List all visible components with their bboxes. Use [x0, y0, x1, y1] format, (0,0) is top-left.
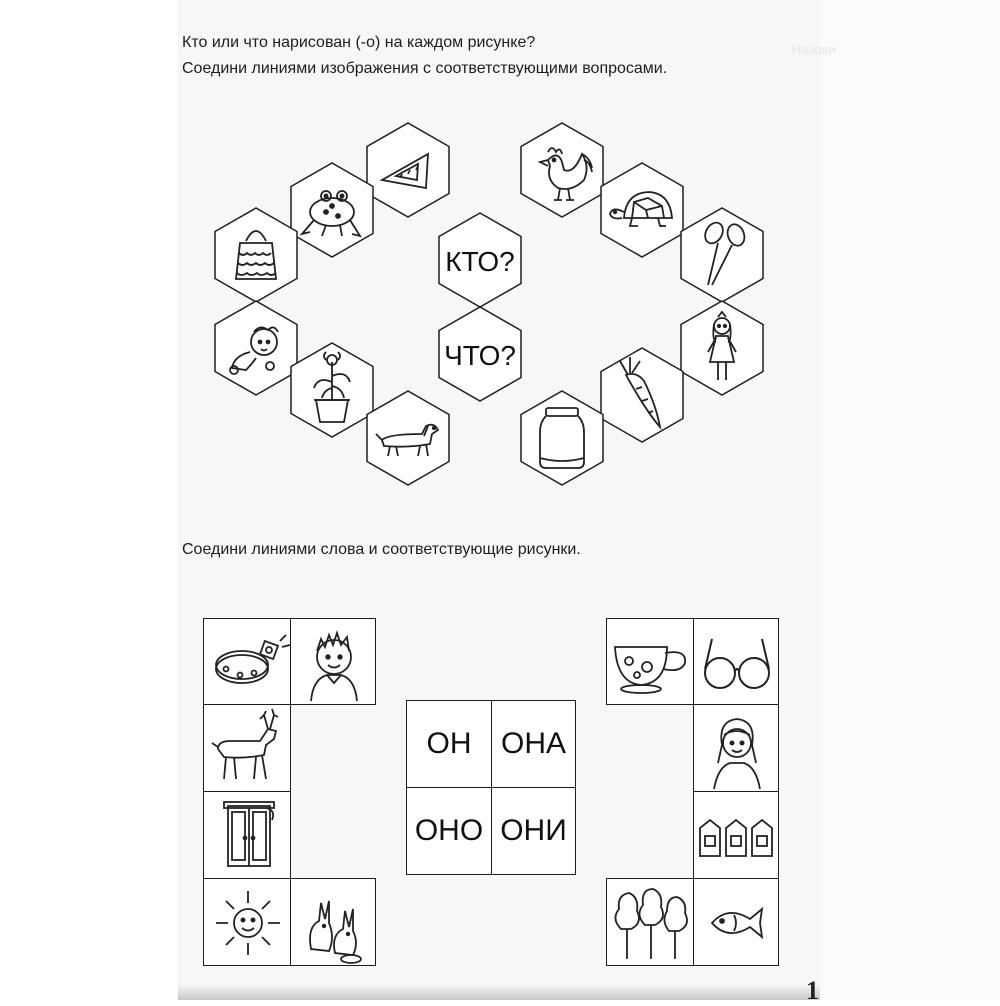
- pronoun-ona[interactable]: ОНА: [491, 700, 576, 788]
- question-what-label: ЧТО?: [444, 340, 516, 371]
- task1-instruction-line2: Соедини линиями изображения с соответствующими вопросами.: [182, 60, 668, 77]
- hares-icon: [291, 879, 377, 967]
- girl-icon: [694, 705, 780, 793]
- question-who-label: КТО?: [445, 246, 515, 277]
- teacup-icon: [607, 619, 695, 706]
- task2-instruction: Соедини линиями слова и соответствующие рисунки.: [182, 541, 581, 558]
- hex-baby[interactable]: [215, 301, 297, 395]
- pronoun-on[interactable]: ОН: [406, 700, 492, 788]
- picture-bracelet[interactable]: [203, 618, 291, 705]
- bracelet-icon: [204, 619, 292, 706]
- page-number: 1: [806, 976, 819, 1005]
- pronoun-oni[interactable]: ОНИ: [491, 787, 576, 875]
- picture-hares[interactable]: [290, 878, 376, 966]
- fish-icon: [694, 879, 780, 967]
- picture-teacup[interactable]: [606, 618, 694, 705]
- deer-icon: [204, 705, 292, 793]
- hex-triangle-ruler[interactable]: [367, 123, 449, 217]
- trees-icon: [607, 879, 695, 967]
- task1-instruction-line1: Кто или что нарисован (-о) на каждом рисунке?: [182, 34, 536, 51]
- sun-icon: [204, 879, 292, 967]
- boy-icon: [291, 619, 377, 706]
- picture-fish[interactable]: [693, 878, 779, 966]
- hex-jar[interactable]: [521, 391, 603, 485]
- picture-deer[interactable]: [203, 704, 291, 792]
- glasses-icon: [694, 619, 780, 706]
- show-through-text: Назови: [792, 42, 836, 57]
- hex-frog[interactable]: [291, 163, 373, 257]
- wardrobe-icon: [204, 792, 292, 880]
- page-bottom-shadow: [178, 984, 820, 1000]
- houses-icon: [694, 792, 780, 880]
- hex-doll-girl[interactable]: [681, 301, 763, 395]
- hex-ruffled-bag[interactable]: [215, 208, 297, 302]
- hex-question-who[interactable]: [439, 213, 521, 307]
- picture-houses[interactable]: [693, 791, 779, 879]
- picture-wardrobe[interactable]: [203, 791, 291, 879]
- picture-trees[interactable]: [606, 878, 694, 966]
- hex-carrot[interactable]: [601, 348, 683, 442]
- picture-boy[interactable]: [290, 618, 376, 705]
- picture-girl[interactable]: [693, 704, 779, 792]
- hex-dachshund[interactable]: [367, 391, 449, 485]
- pronoun-ono[interactable]: ОНО: [406, 787, 492, 875]
- hex-rooster[interactable]: [521, 123, 603, 217]
- picture-sun[interactable]: [203, 878, 291, 966]
- hex-scissors[interactable]: [681, 208, 763, 302]
- hex-potted-plant[interactable]: [291, 343, 373, 437]
- hex-turtle[interactable]: [601, 163, 683, 257]
- picture-glasses[interactable]: [693, 618, 779, 705]
- hex-question-what[interactable]: [439, 307, 521, 401]
